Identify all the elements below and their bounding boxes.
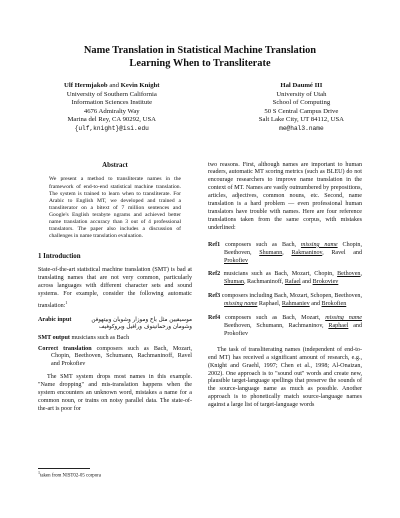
footnote-marker: 1: [65, 299, 68, 305]
arabic-input-text: موسيقيين مثل باخ وموزار وشوبان وبيتهوفن وشومان ورحمانينوف ورافيل وبروكوفيف: [91, 316, 192, 331]
smt-output-example: [38, 335, 192, 343]
underlined-mistake: Brokofien: [321, 301, 347, 308]
underlined-mistake: Raphael: [328, 322, 349, 329]
reference-translation: [208, 271, 362, 287]
author-email: {ulf,knight}@isi.edu: [74, 124, 149, 132]
underlined-mistake: Shumann: [259, 249, 283, 256]
reference-text: Raphael,: [257, 301, 282, 308]
reference-text: , Ravel and: [322, 249, 363, 256]
reference-text: Chopin, Beethoven,: [224, 241, 362, 256]
body-columns: [38, 162, 362, 414]
correct-translation-example: [38, 346, 192, 370]
underlined-mistake: Rakmaninov: [291, 249, 323, 256]
reference-translations: [208, 242, 362, 339]
author-affiliation-right: [259, 82, 344, 134]
author-affiliation-left: [64, 82, 160, 134]
reference-translation: [208, 293, 362, 309]
author-conjunction: and: [109, 82, 119, 89]
reference-text: and Prokofiev: [224, 322, 362, 337]
title-line-1: Name Translation in Statistical Machine Translation: [83, 45, 317, 56]
section-heading: 1 Introduction: [38, 253, 81, 261]
reference-text: and: [309, 301, 322, 308]
author-name: Kevin Knight: [120, 82, 160, 89]
author-block: [38, 82, 362, 134]
reference-text: composers including Bach, Mozart, Schopen, Beethoven,: [220, 293, 362, 300]
intro-paragraph: [38, 267, 192, 311]
underlined-mistake: missing name: [224, 301, 258, 308]
underlined-mistake: Shuman: [224, 279, 244, 286]
body-paragraph-2: The task of transliterating names (independent of end-to-end MT) has received a significant amount of research, e.g., (Knight and Graehl, 1997; Chen et al., 1998; Al-Onaizan, 2002). One approach is to "sound out" words and create new, plausible target-language spellings that preserve the sounds of the source-language name as much as possible. Another approach is to phonetically match source-language names against a large list of target-language words: [208, 346, 362, 409]
reference-label: Ref3: [208, 293, 221, 300]
reference-label: Ref2: [208, 271, 221, 278]
affiliation-line: University of Southern California: [66, 90, 157, 98]
right-column: [208, 162, 362, 414]
author-names-left: [64, 82, 160, 91]
affiliation-line: Information Sciences Institute: [71, 99, 153, 107]
arabic-example: [38, 317, 192, 332]
smt-output-text: musicians such as Bach: [71, 334, 130, 341]
affiliation-line: 4676 Admiralty Way: [83, 107, 140, 115]
footnote-number: 1: [38, 470, 40, 475]
title-line-2: Learning When to Transliterate: [129, 58, 271, 69]
author-name: Ulf Hermjakob: [64, 82, 108, 89]
reference-label: Ref1: [208, 241, 221, 248]
correct-translation-text: composers such as Bach, Mozart, Chopin, Beethoven, Schumann, Rachmaninoff, Ravel and Prokofiev: [51, 345, 192, 368]
underlined-mistake: Bethoven: [337, 271, 361, 278]
author-email: me@hal3.name: [279, 124, 324, 132]
abstract-heading: Abstract: [102, 161, 128, 169]
reference-text: Beethoven, Schumann, Rachmaninov,: [224, 322, 329, 329]
reference-text: musicians such as Bach, Mozart, Chopin,: [220, 271, 338, 278]
underlined-mistake: Rahmaniev: [281, 301, 310, 308]
correct-translation-label: Correct translation: [38, 345, 92, 352]
underlined-mistake: missing name: [300, 241, 338, 248]
footnote: [38, 470, 101, 480]
underlined-mistake: missing name: [325, 315, 362, 322]
underlined-mistake: Prokofiev: [224, 257, 249, 264]
reference-text: , Rachmaninoff,: [243, 279, 285, 286]
intro-text: State-of-the-art statistical machine translation (SMT) is bad at translating names that are not very common, particularly across languages with different character sets and sound systems. For example, consider the following automatic translation:: [38, 267, 192, 309]
affiliation-line: Salt Lake City, UT 84112, USA: [258, 116, 344, 124]
underlined-mistake: Brokoviev: [312, 279, 339, 286]
affiliation-line: University of Utah: [276, 90, 327, 98]
reference-text: and: [300, 279, 313, 286]
reference-label: Ref4: [208, 315, 221, 322]
arabic-input-label: Arabic input: [38, 316, 72, 323]
affiliation-line: Marina del Rey, CA 90292, USA: [67, 116, 157, 124]
affiliation-line: 50 S Central Campus Drive: [264, 107, 339, 115]
author-name: Hal Daumé III: [280, 82, 323, 89]
underlined-mistake: Rafael: [284, 279, 301, 286]
left-column: [38, 162, 192, 414]
footnote-divider: [38, 468, 90, 469]
reference-text: composers such as Bach,: [220, 241, 301, 248]
affiliation-line: School of Computing: [272, 99, 331, 107]
reference-text: ,: [360, 271, 362, 278]
smt-output-label: SMT output: [38, 334, 70, 341]
reference-translation: [208, 315, 362, 339]
intro-paragraph-2: The SMT system drops most names in this example. "Name dropping" and mis-translation happens when the system encounters an unknown word, mistakes a name for a common noun, or trains on noisy parallel data. The state-of-the-art is poor for: [38, 374, 192, 412]
reference-text: ,: [282, 249, 292, 256]
abstract-text: We present a method to transliterate names in the framework of end-to-end statistical machine translation. The system is trained to learn when to transliterate. For Arabic to English MT, we developed and trained a transliterator on a bitext of 7 million sentences and Google's English terabyte ngrams and achieved better name translation accuracy than 3 out of 4 professional translators. The paper also includes a discussion of challenges in name translation evaluation.: [49, 176, 181, 240]
reference-text: composers such as Bach, Mozart,: [220, 315, 326, 322]
reference-translation: [208, 242, 362, 266]
body-paragraph: two reasons. First, although names are important to human readers, automatic MT scoring metrics (such as BLEU) do not encourage researchers to improve name translation in the context of MT. Names are vastly outnumbered by prepositions, articles, adjectives, common nouns, etc. Second, name translation is a hard problem — even professional human translators have trouble with names. Here are four reference translations taken from the same corpus, with mistakes underlined:: [208, 161, 362, 231]
paper-title: [38, 44, 362, 70]
footnote-text: taken from NIST02-05 corpora: [40, 473, 101, 479]
